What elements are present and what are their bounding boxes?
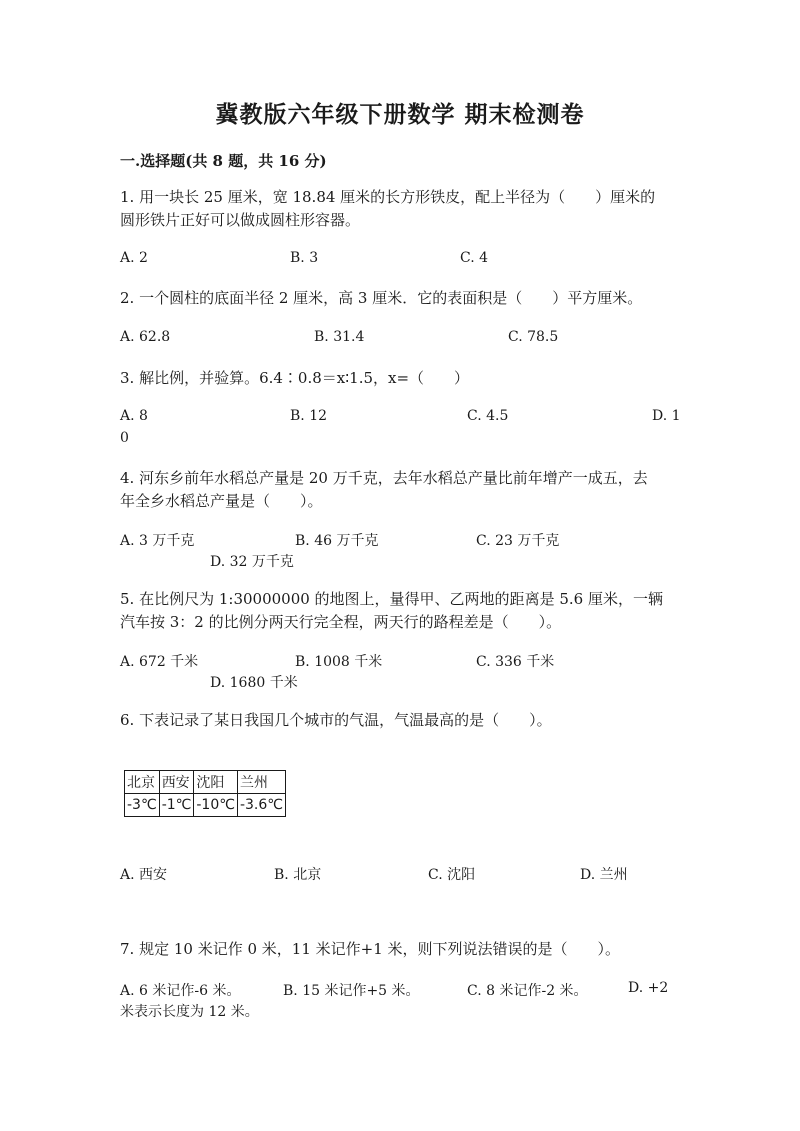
q6-option-a: A. 西安: [120, 867, 168, 883]
q1-option-b: B. 3: [290, 250, 319, 266]
question-2-line-1: 2. 一个圆柱的底面半径 2 厘米，高 3 厘米．它的表面积是（ ）平方厘米。: [120, 289, 643, 307]
q6-option-c: C. 沈阳: [428, 867, 476, 883]
q4-option-c: C. 23 万千克: [476, 533, 560, 549]
q4-option-d: D. 32 万千克: [210, 554, 294, 570]
q7-option-b: B. 15 米记作+5 米。: [283, 983, 420, 999]
question-5-line-1: 5. 在比例尺为 1:30000000 的地图上，量得甲、乙两地的距离是 5.6 厘米，一辆: [120, 590, 663, 608]
question-1-line-2: 圆形铁片正好可以做成圆柱形容器。: [120, 211, 361, 229]
q6-option-d: D. 兰州: [580, 867, 628, 883]
question-1-line-1: 1. 用一块长 25 厘米，宽 18.84 厘米的长方形铁皮，配上半径为（ ）厘米的: [120, 188, 656, 206]
q2-option-a: A. 62.8: [120, 329, 171, 345]
question-4-line-1: 4. 河东乡前年水稻总产量是 20 万千克，去年水稻总产量比前年增产一成五，去: [120, 469, 648, 487]
q6-option-b: B. 北京: [274, 867, 322, 883]
table-cell-temp: -3℃: [125, 794, 160, 817]
table-cell-temp: -1℃: [159, 794, 194, 817]
q7-option-c: C. 8 米记作-2 米。: [467, 983, 588, 999]
q5-option-d: D. 1680 千米: [210, 675, 298, 691]
question-7-line-1: 7. 规定 10 米记作 0 米，11 米记作+1 米，则下列说法错误的是（ ）。: [120, 940, 621, 958]
question-5-line-2: 汽车按 3：2 的比例分两天行完全程，两天行的路程差是（ ）。: [120, 613, 562, 631]
q5-option-c: C. 336 千米: [476, 654, 555, 670]
question-6-line-1: 6. 下表记录了某日我国几个城市的气温，气温最高的是（ ）。: [120, 711, 552, 729]
table-row-cities: [125, 771, 286, 794]
q2-option-b: B. 31.4: [314, 329, 365, 345]
table-row-temps: [125, 794, 286, 817]
temperature-table: [124, 770, 286, 817]
q2-option-c: C. 78.5: [508, 329, 559, 345]
q3-option-a: A. 8: [120, 408, 148, 424]
q3-option-d: D. 1: [652, 408, 681, 424]
question-4-line-2: 年全乡水稻总产量是（ ）。: [120, 492, 323, 510]
table-cell-city: 北京: [125, 771, 160, 794]
q3-option-b: B. 12: [290, 408, 328, 424]
table-cell-temp: -3.6℃: [237, 794, 285, 817]
q5-option-a: A. 672 千米: [120, 654, 199, 670]
q1-option-a: A. 2: [120, 250, 148, 266]
q4-option-a: A. 3 万千克: [120, 533, 195, 549]
table-cell-temp: -10℃: [194, 794, 238, 817]
table-cell-city: 西安: [159, 771, 194, 794]
q7-option-d-wrap: 米表示长度为 12 米。: [120, 1004, 259, 1020]
q7-option-d: D. +2: [628, 980, 669, 996]
q5-option-b: B. 1008 千米: [295, 654, 383, 670]
table-cell-city: 沈阳: [194, 771, 238, 794]
q7-option-a: A. 6 米记作-6 米。: [120, 983, 241, 999]
q3-option-c: C. 4.5: [467, 408, 509, 424]
section-heading: 一.选择题(共 8 题，共 16 分): [120, 152, 327, 170]
q3-option-d-wrap: 0: [120, 430, 129, 446]
question-3-line-1: 3. 解比例，并验算。6.4∶0.8＝x∶1.5，x=（ ）: [120, 369, 470, 387]
q4-option-b: B. 46 万千克: [295, 533, 379, 549]
page-title: 冀教版六年级下册数学 期末检测卷: [215, 101, 585, 128]
q1-option-c: C. 4: [460, 250, 489, 266]
table-cell-city: 兰州: [237, 771, 285, 794]
